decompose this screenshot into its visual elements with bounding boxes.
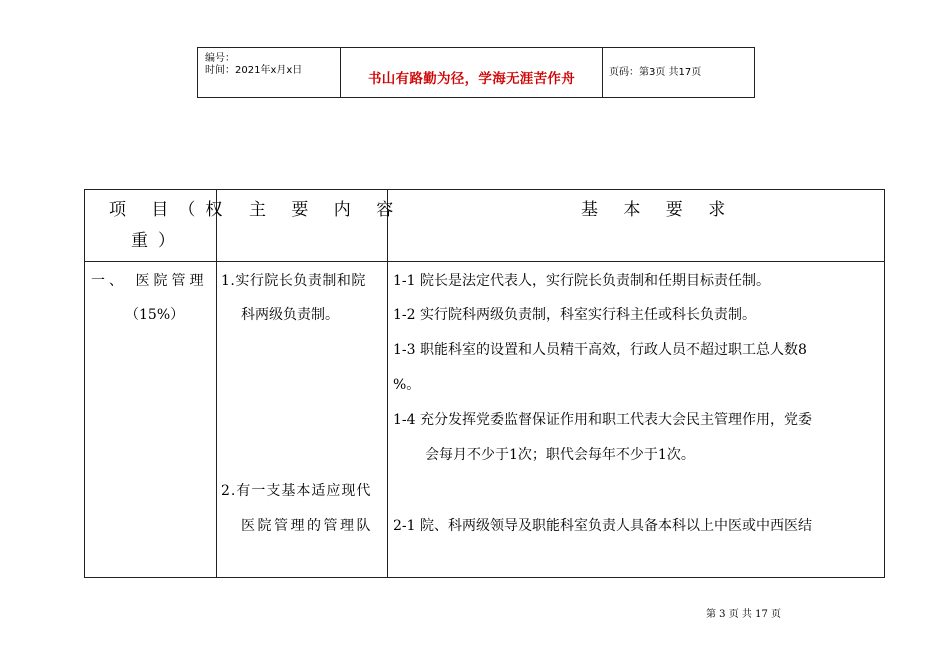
number-label: 编号： bbox=[205, 53, 235, 64]
requirements-table bbox=[84, 189, 885, 578]
header-info-cell bbox=[198, 48, 341, 97]
item-hospital-management: 一、 医院管理 bbox=[91, 273, 208, 289]
page-footer: 第 3 页 共 17 页 bbox=[706, 609, 781, 620]
column-divider bbox=[387, 190, 388, 577]
content-2-line1: 2.有一支基本适应现代 bbox=[221, 483, 372, 499]
document-header bbox=[197, 47, 755, 98]
requirement-1-3-line2: %。 bbox=[393, 377, 421, 393]
content-1-line1: 1.实行院长负责制和院 bbox=[221, 273, 366, 289]
motto-text: 书山有路勤为径，学海无涯苦作舟 bbox=[368, 71, 575, 87]
requirement-1-4-line1: 1-4 充分发挥党委监督保证作用和职工代表大会民主管理作用，党委 bbox=[393, 412, 812, 428]
header-page-cell bbox=[603, 48, 754, 97]
page-code: 页码：第3页 共17页 bbox=[609, 67, 702, 78]
header-item-weight-line2: 重） bbox=[131, 231, 185, 251]
header-main-content: 主 要 内 容 bbox=[249, 200, 404, 220]
header-basic-requirements: 基 本 要 求 bbox=[581, 200, 736, 220]
header-row-divider bbox=[85, 261, 884, 262]
time-label: 时间：2021年x月x日 bbox=[205, 65, 303, 76]
header-motto-cell bbox=[341, 48, 603, 97]
requirement-1-1: 1-1 院长是法定代表人，实行院长负责制和任期目标责任制。 bbox=[393, 273, 770, 289]
requirement-1-3-line1: 1-3 职能科室的设置和人员精干高效，行政人员不超过职工总人数8 bbox=[393, 342, 807, 358]
requirement-1-2: 1-2 实行院科两级负责制，科室实行科主任或科长负责制。 bbox=[393, 307, 756, 323]
item-weight: （15%） bbox=[125, 307, 185, 323]
requirement-1-4-line2: 会每月不少于1次；职代会每年不少于1次。 bbox=[425, 447, 695, 463]
content-2-line2: 医院管理的管理队 bbox=[241, 518, 373, 534]
header-item-weight-line1: 项 目（权 bbox=[109, 200, 233, 220]
requirement-2-1: 2-1 院、科两级领导及职能科室负责人具备本科以上中医或中西医结 bbox=[393, 518, 812, 534]
column-divider bbox=[216, 190, 217, 577]
content-1-line2: 科两级负责制。 bbox=[241, 307, 339, 323]
